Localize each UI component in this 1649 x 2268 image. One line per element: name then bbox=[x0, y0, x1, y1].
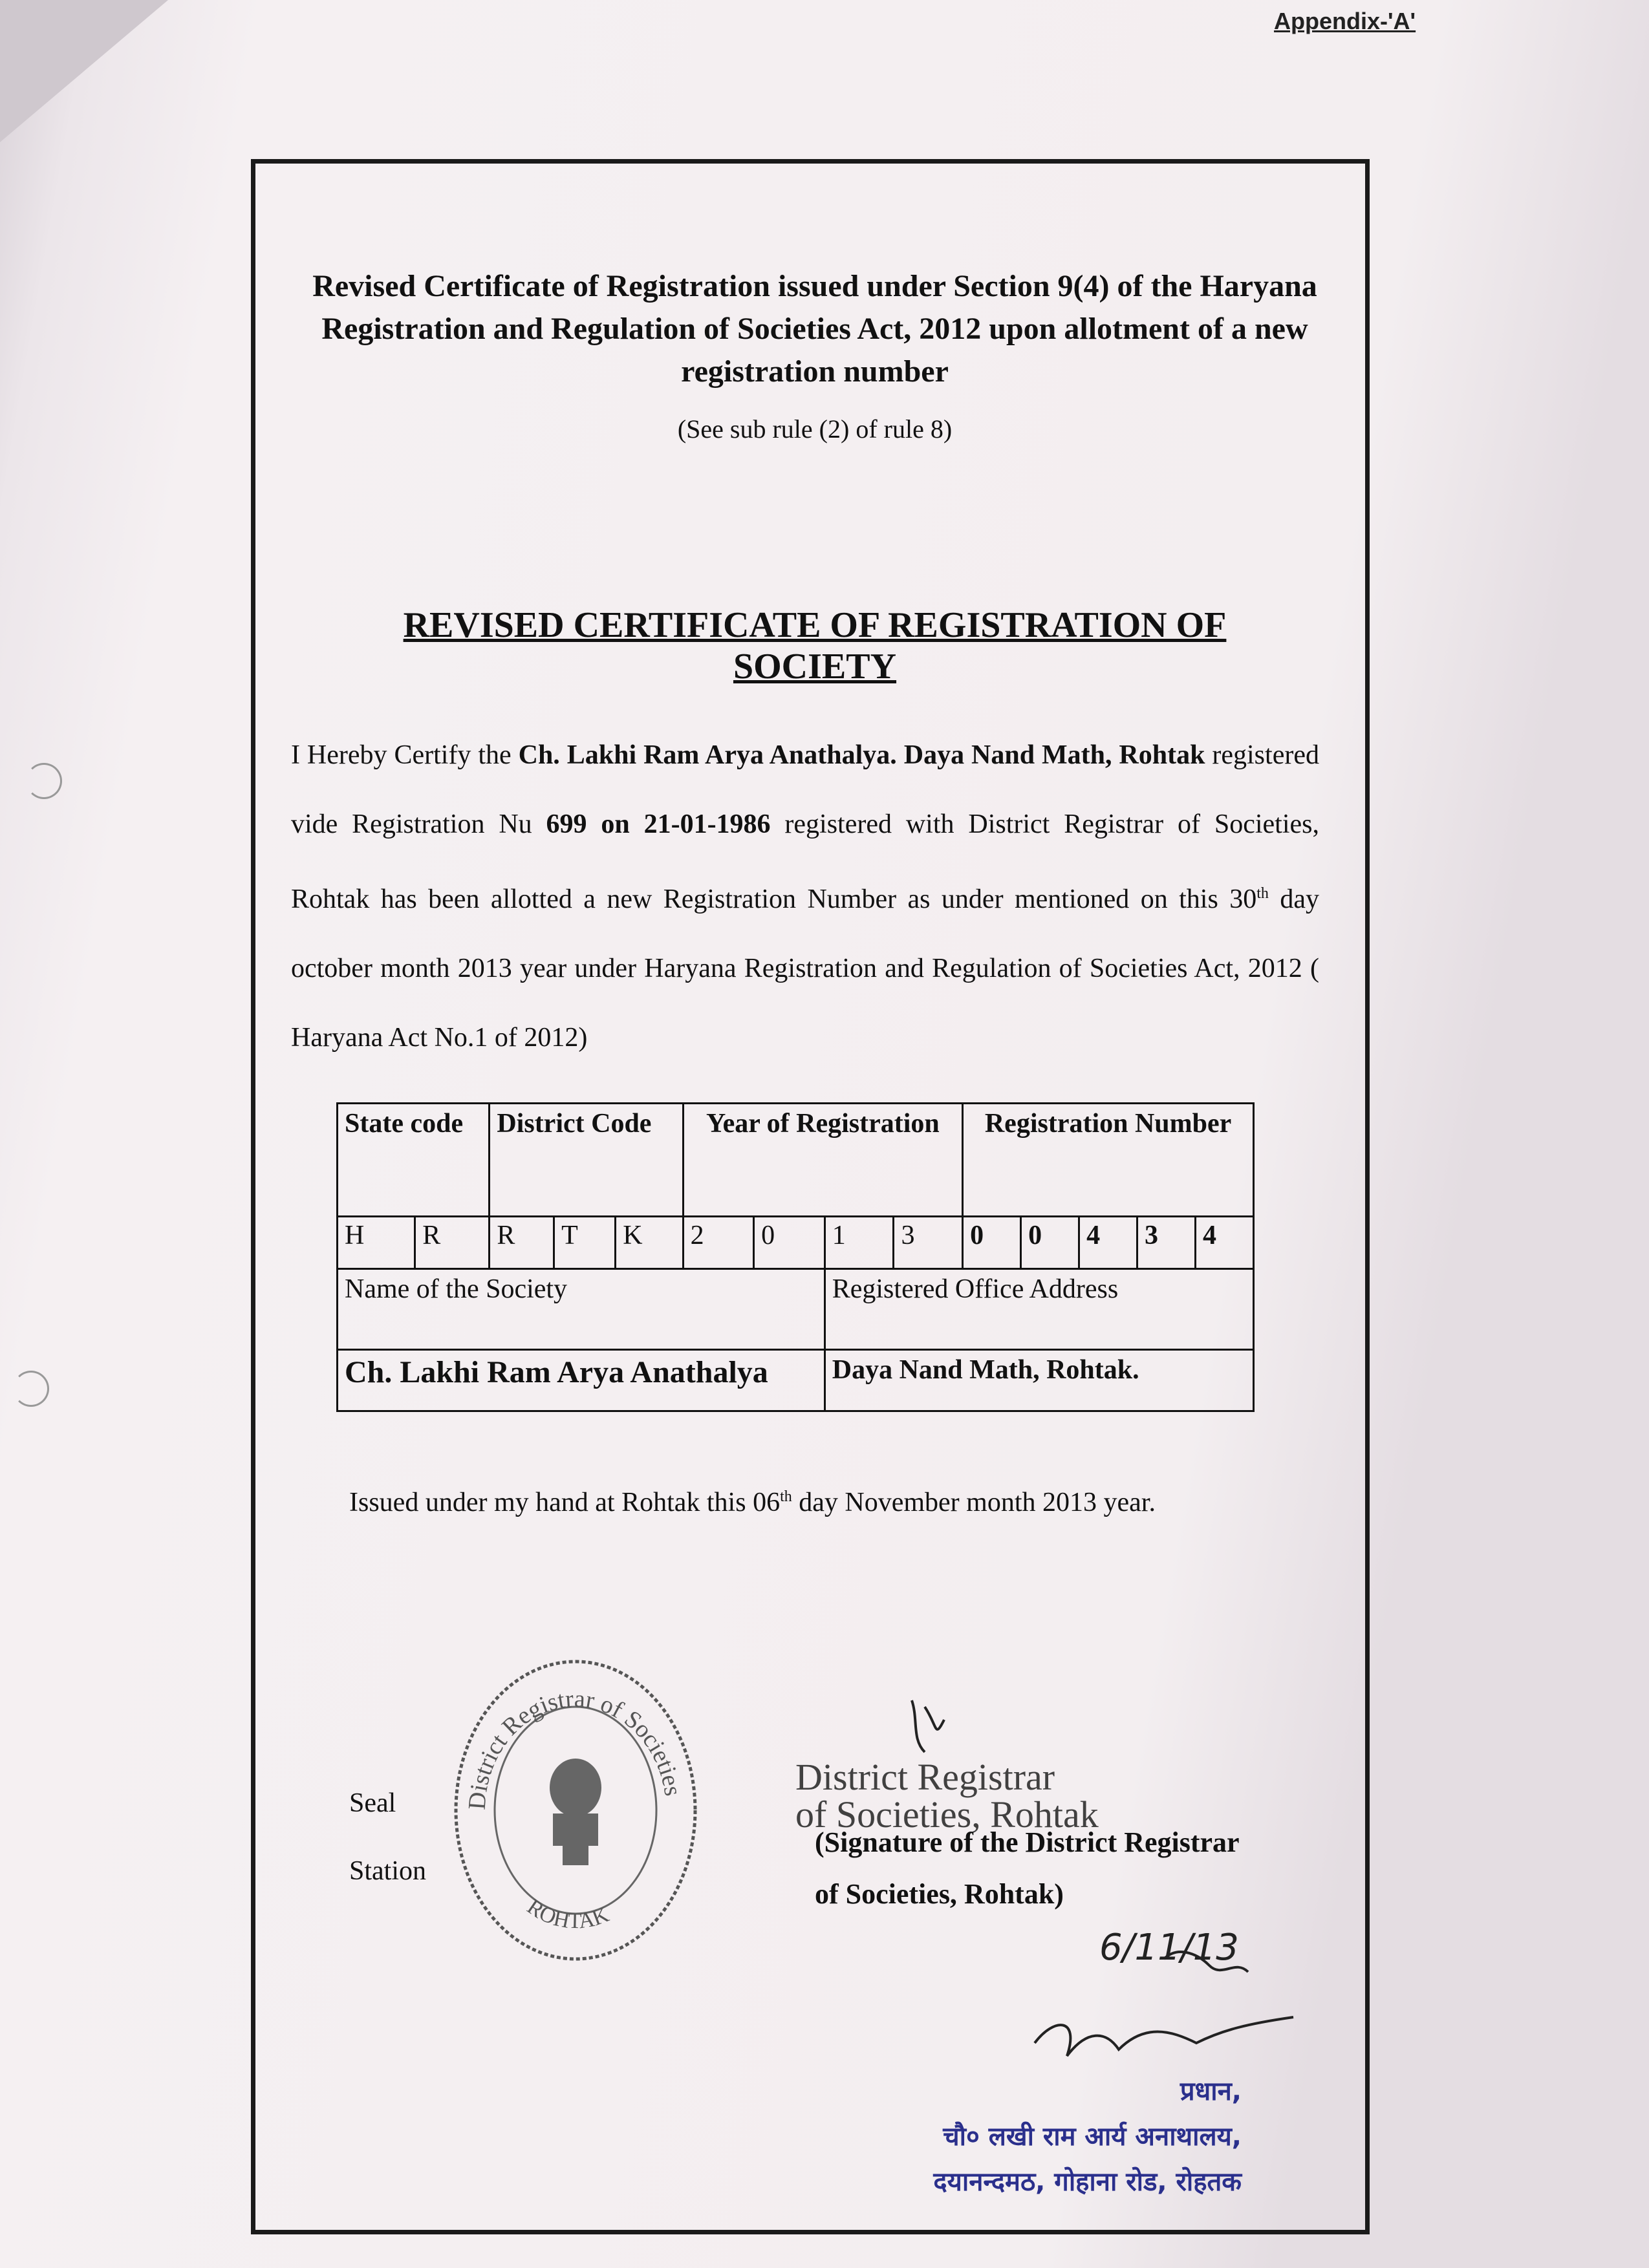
code-cell: R bbox=[415, 1217, 490, 1269]
certificate-title: REVISED CERTIFICATE OF REGISTRATION OF SOCIETY bbox=[403, 605, 1227, 687]
stamp-line: of Societies, Rohtak bbox=[795, 1793, 1099, 1835]
code-cell: 3 bbox=[1137, 1217, 1196, 1269]
code-row bbox=[338, 1217, 1254, 1269]
seal-label: Seal bbox=[349, 1788, 396, 1818]
code-cell: 3 bbox=[894, 1217, 963, 1269]
hindi-endorsement bbox=[841, 2069, 1242, 2205]
registration-number-header: Registration Number bbox=[963, 1104, 1254, 1217]
office-address-value: Daya Nand Math, Rohtak. bbox=[824, 1350, 1253, 1411]
issued-text: Issued under my hand at Rohtak this 06 bbox=[349, 1488, 781, 1517]
district-code-header: District Code bbox=[490, 1104, 683, 1217]
code-cell: H bbox=[338, 1217, 415, 1269]
emblem-icon bbox=[550, 1759, 601, 1865]
code-cell: 0 bbox=[754, 1217, 825, 1269]
body-text: day october month 2013 year under Haryana Registration and Regulation of Societies Act, 2012 ( Haryana Act No.1 of 2012) bbox=[291, 884, 1319, 1053]
society-name-label: Name of the Society bbox=[338, 1269, 825, 1350]
punch-hole bbox=[13, 1371, 49, 1407]
hindi-line: प्रधान, bbox=[1180, 2077, 1242, 2106]
registrar-seal bbox=[446, 1649, 705, 1972]
code-cell: K bbox=[616, 1217, 683, 1269]
registration-table bbox=[336, 1102, 1255, 1412]
punch-hole bbox=[26, 763, 62, 799]
label-row bbox=[338, 1269, 1254, 1350]
code-cell: 2 bbox=[683, 1217, 754, 1269]
code-cell: 0 bbox=[963, 1217, 1021, 1269]
heading-line: Revised Certificate of Registration issued under Section 9(4) of the Haryana bbox=[312, 269, 1317, 303]
code-cell: 4 bbox=[1079, 1217, 1137, 1269]
stamp-line: District Registrar bbox=[795, 1756, 1055, 1798]
seal-ring-text: District Registrar of Societies bbox=[463, 1685, 687, 1811]
body-text: registered vide Registration Nu bbox=[291, 740, 1319, 839]
body-text: I Hereby Certify the bbox=[291, 740, 519, 770]
signature-line: (Signature of the District Registrar bbox=[815, 1826, 1240, 1858]
code-cell: 0 bbox=[1021, 1217, 1079, 1269]
code-cell: 1 bbox=[824, 1217, 894, 1269]
office-address-label: Registered Office Address bbox=[824, 1269, 1253, 1350]
society-name-value: Ch. Lakhi Ram Arya Anathalya bbox=[338, 1350, 825, 1411]
signature-caption bbox=[815, 1817, 1240, 1920]
certificate-heading bbox=[310, 265, 1319, 393]
hindi-line: चौ० लखी राम आर्य अनाथालय, bbox=[943, 2122, 1242, 2152]
old-registration: 699 on 21-01-1986 bbox=[546, 809, 771, 839]
hindi-line: दयानन्दमठ, गोहाना रोड, रोहतक bbox=[933, 2167, 1242, 2197]
state-code-header: State code bbox=[338, 1104, 490, 1217]
code-cell: T bbox=[554, 1217, 616, 1269]
heading-line: registration number bbox=[681, 354, 949, 389]
ordinal-suffix: th bbox=[780, 1488, 792, 1505]
folded-corner bbox=[0, 0, 168, 142]
issued-statement bbox=[349, 1487, 1319, 1518]
year-header: Year of Registration bbox=[683, 1104, 963, 1217]
heading-line: Registration and Regulation of Societies Act, 2012 upon allotment of a new bbox=[321, 312, 1308, 346]
signature-line: of Societies, Rohtak) bbox=[815, 1878, 1064, 1910]
rule-reference: (See sub rule (2) of rule 8) bbox=[677, 414, 953, 444]
station-label: Station bbox=[349, 1856, 427, 1886]
body-text: registered with District Registrar of Societies, Rohtak has been allotted a new Registration Number as under mentioned on this 30 bbox=[291, 809, 1319, 914]
issued-text: day November month 2013 year. bbox=[792, 1488, 1156, 1517]
ordinal-suffix: th bbox=[1256, 885, 1269, 902]
seal-city-text: ROHTAK bbox=[523, 1894, 612, 1934]
certificate-body bbox=[291, 721, 1319, 1073]
appendix-label: Appendix-'A' bbox=[1274, 8, 1416, 34]
table-header-row bbox=[338, 1104, 1254, 1217]
code-cell: 4 bbox=[1195, 1217, 1253, 1269]
society-name: Ch. Lakhi Ram Arya Anathalya. Daya Nand Math, Rohtak bbox=[518, 740, 1205, 770]
value-row bbox=[338, 1350, 1254, 1411]
code-cell: R bbox=[490, 1217, 554, 1269]
handwritten-date: 6/11/13 bbox=[1099, 1927, 1239, 1969]
